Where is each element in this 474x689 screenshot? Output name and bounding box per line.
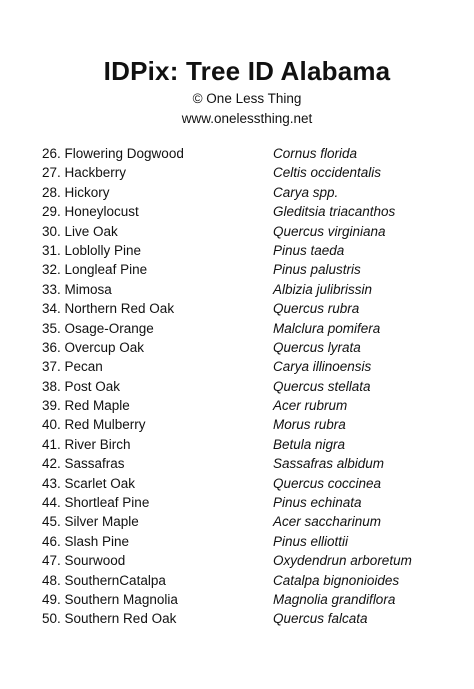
tree-common-name: 39. Red Maple [42,398,130,414]
tree-scientific-name: Quercus stellata [273,378,371,394]
tree-common-name: 37. Pecan [42,359,103,375]
tree-scientific-name: Pinus palustris [273,262,361,278]
tree-row [42,299,442,318]
tree-common-name: 41. River Birch [42,436,131,452]
tree-common-name: 32. Longleaf Pine [42,262,148,278]
tree-common-name: 43. Scarlet Oak [42,475,136,491]
tree-common-name: 27. Hackberry [42,165,127,181]
tree-row [42,222,442,241]
tree-scientific-name: Magnolia grandiflora [273,591,396,607]
tree-scientific-name: Quercus coccinea [273,475,382,491]
tree-common-name: 31. Loblolly Pine [42,242,142,258]
tree-common-name: 33. Mimosa [42,281,112,297]
tree-scientific-name: Betula nigra [273,436,346,452]
tree-common-name: 46. Slash Pine [42,533,130,549]
tree-row [42,357,442,376]
tree-scientific-name: Acer saccharinum [273,514,382,530]
tree-row [42,396,442,415]
tree-common-name: 35. Osage-Orange [42,320,154,336]
tree-row [42,260,442,279]
tree-scientific-name: Quercus virginiana [273,223,386,239]
tree-scientific-name: Carya spp. [273,184,339,200]
tree-row [42,609,442,628]
tree-scientific-name: Oxydendrun arboretum [273,553,412,569]
tree-common-name: 28. Hickory [42,184,110,200]
tree-scientific-name: Carya illinoensis [273,359,372,375]
tree-common-name: 40. Red Mulberry [42,417,146,433]
tree-row [42,454,442,473]
tree-common-name: 45. Silver Maple [42,514,139,530]
tree-row [42,474,442,493]
tree-scientific-name: Gleditsia triacanthos [273,204,396,220]
tree-scientific-name: Cornus florida [273,146,358,161]
tree-scientific-name: Quercus rubra [273,301,360,317]
tree-row [42,415,442,434]
tree-scientific-name: Pinus elliottii [273,533,349,549]
tree-common-name: 30. Live Oak [42,223,118,239]
tree-scientific-name: Malclura pomifera [273,320,381,336]
tree-common-name: 29. Honeylocust [42,204,139,220]
tree-common-name: 47. Sourwood [42,553,126,569]
tree-row [42,551,442,570]
tree-common-name: 38. Post Oak [42,378,121,394]
tree-scientific-name: Albizia julibrissin [273,281,373,297]
tree-scientific-name: Morus rubra [273,417,346,433]
tree-row [42,493,442,512]
tree-row [42,241,442,260]
tree-row [42,319,442,338]
tree-row [42,280,442,299]
tree-scientific-name: Pinus taeda [273,242,345,258]
tree-scientific-name: Quercus falcata [273,611,368,627]
tree-row [42,512,442,531]
tree-list [42,144,442,629]
copyright-line: © One Less Thing [192,91,302,106]
tree-row [42,590,442,609]
tree-common-name: 49. Southern Magnolia [42,591,178,607]
tree-row [42,163,442,182]
tree-row [42,144,442,163]
tree-scientific-name: Celtis occidentalis [273,165,382,181]
tree-row [42,202,442,221]
tree-scientific-name: Quercus lyrata [273,339,361,355]
tree-row [42,571,442,590]
tree-common-name: 48. SouthernCatalpa [42,572,166,588]
tree-common-name: 26. Flowering Dogwood [42,146,184,161]
tree-common-name: 42. Sassafras [42,456,125,472]
tree-row [42,532,442,551]
tree-common-name: 34. Northern Red Oak [42,301,175,317]
tree-row [42,435,442,454]
tree-common-name: 50. Southern Red Oak [42,611,177,627]
website-url: www.onelessthing.net [181,111,313,126]
page-title: IDPix: Tree ID Alabama [103,56,391,86]
tree-scientific-name: Sassafras albidum [273,456,385,472]
tree-scientific-name: Catalpa bignonioides [273,572,400,588]
tree-scientific-name: Pinus echinata [273,495,362,511]
tree-row [42,183,442,202]
tree-common-name: 44. Shortleaf Pine [42,495,150,511]
tree-row [42,338,442,357]
tree-scientific-name: Acer rubrum [273,398,348,414]
tree-common-name: 36. Overcup Oak [42,339,145,355]
tree-row [42,377,442,396]
